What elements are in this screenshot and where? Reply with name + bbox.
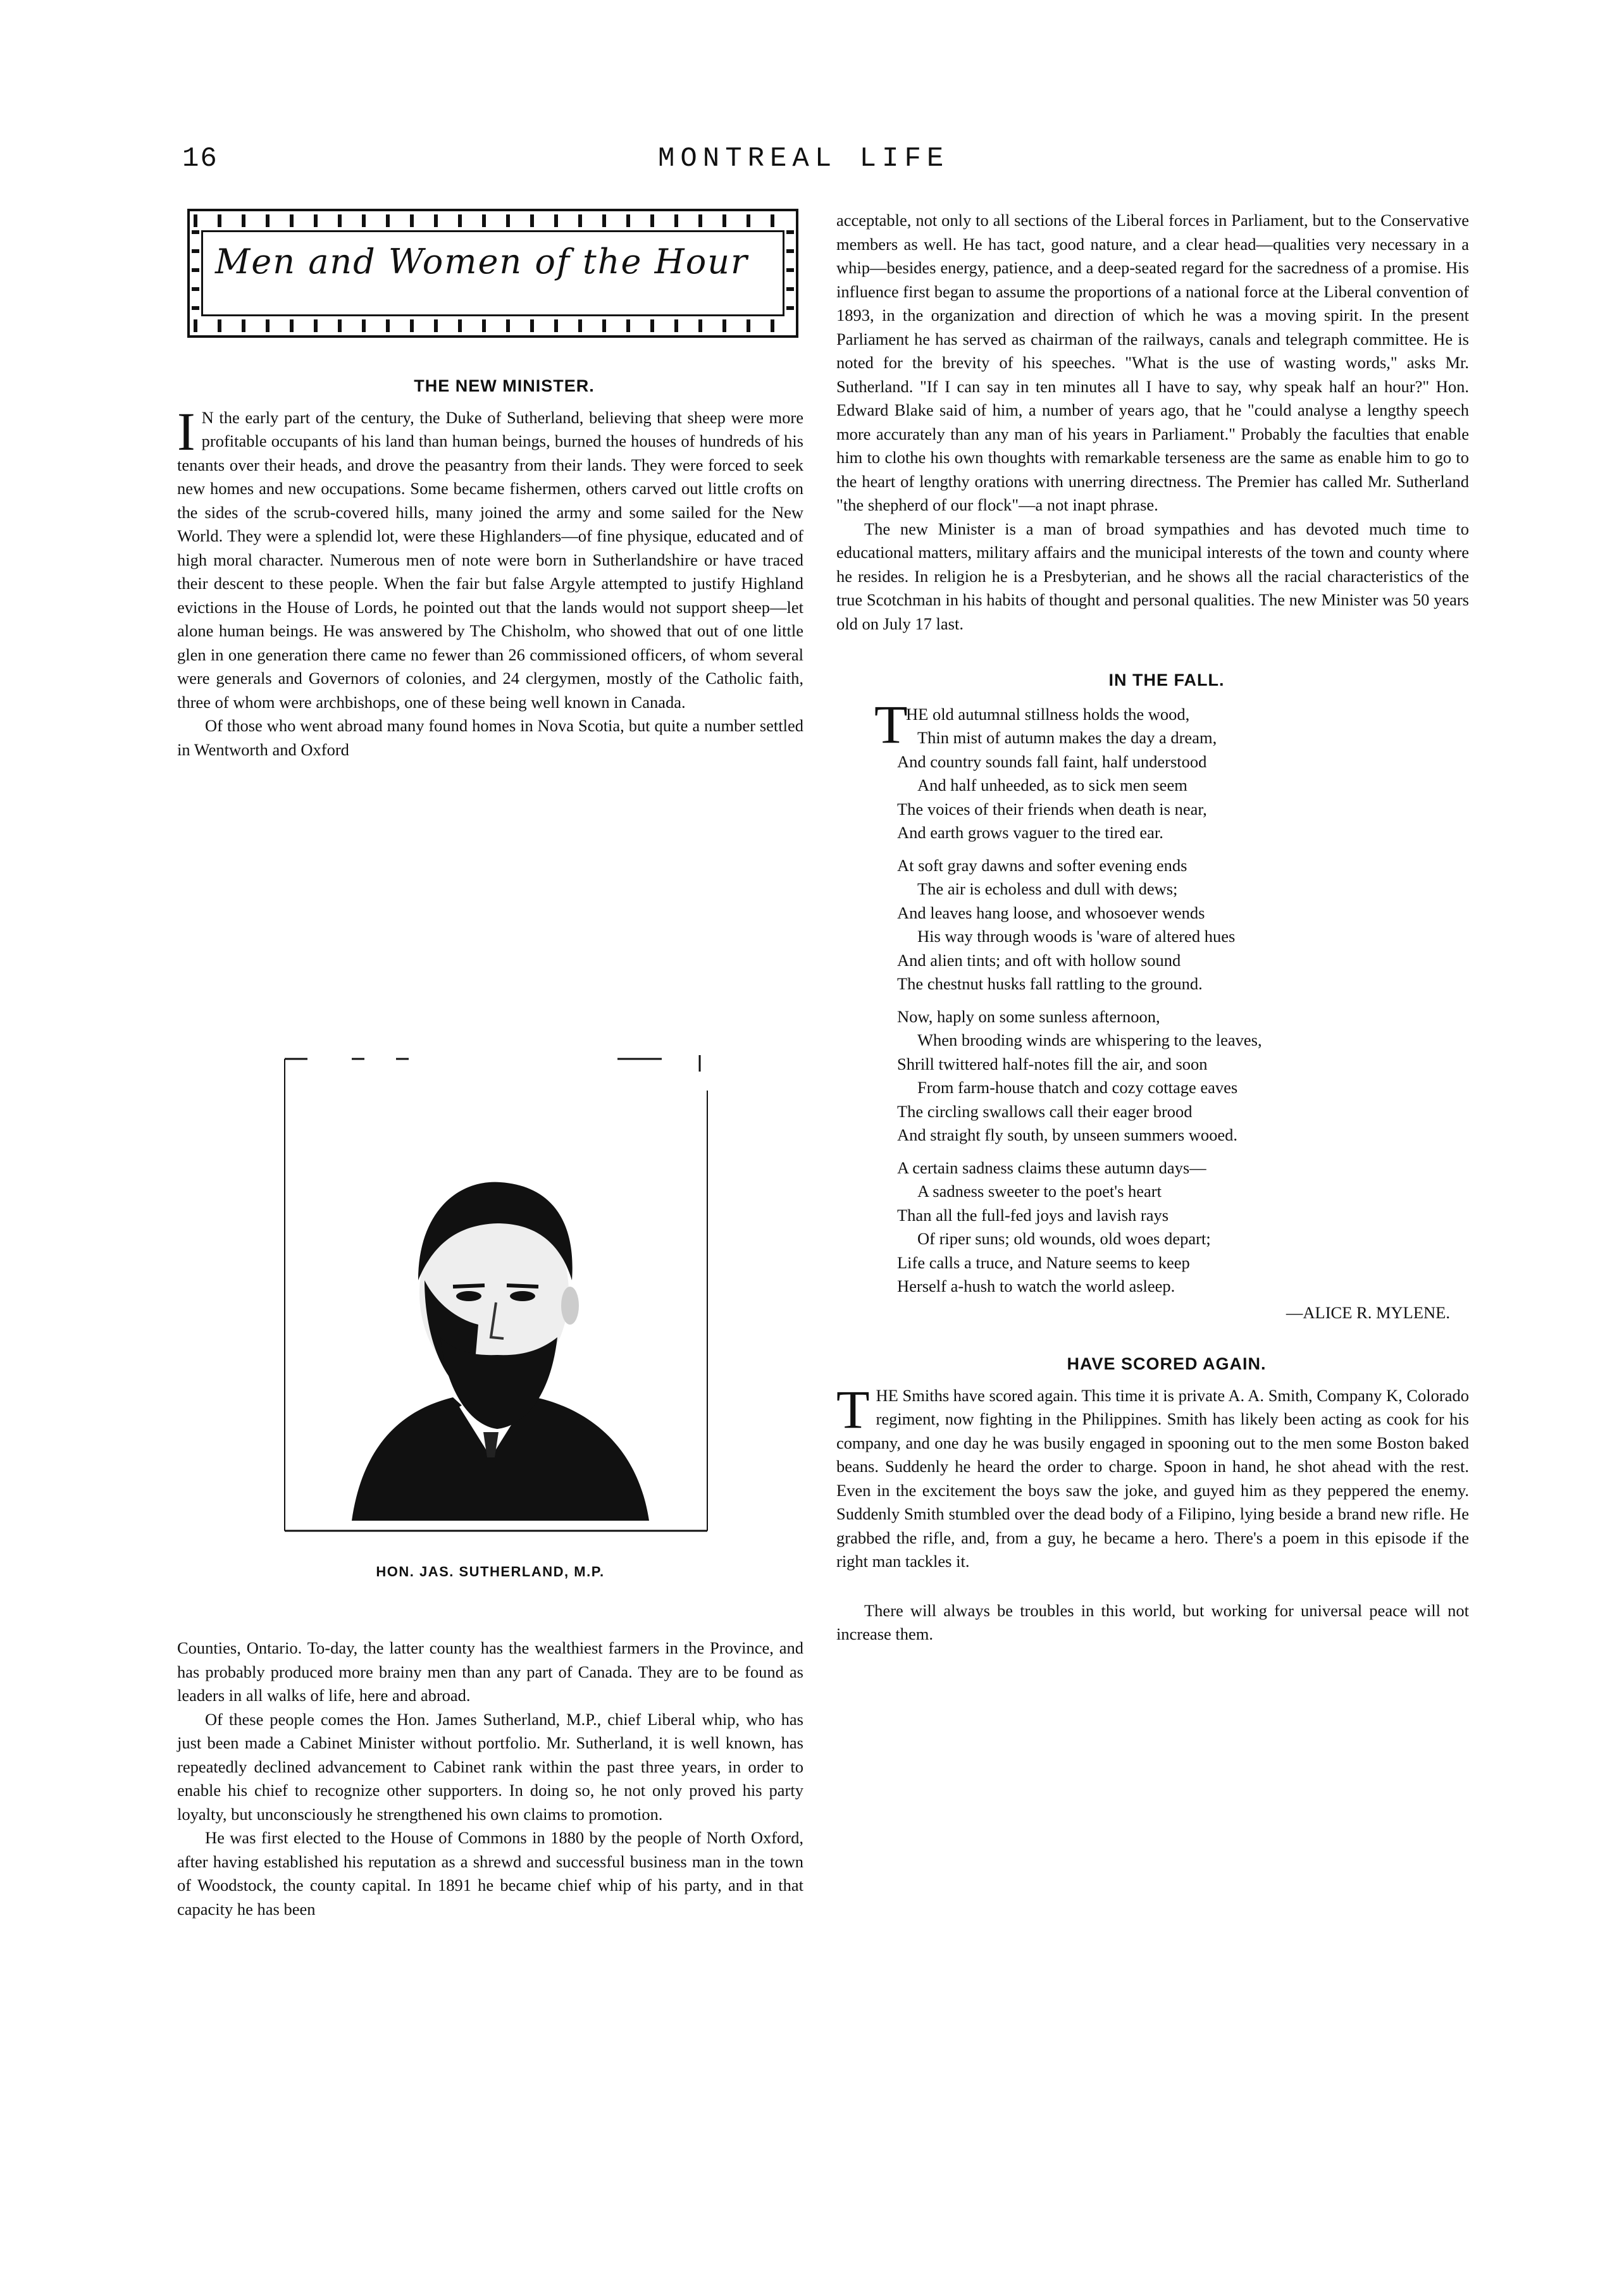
banner-ornament-right	[786, 230, 794, 316]
poem-line: And half unheeded, as to sick men seem	[917, 776, 1187, 794]
poem-line: From farm-house thatch and cozy cottage eaves	[917, 1078, 1238, 1097]
poem-line: A certain sadness claims these autumn days—	[897, 1158, 1206, 1177]
article-heading-scored-again: HAVE SCORED AGAIN.	[1067, 1354, 1267, 1373]
poem-line: And earth grows vaguer to the tired ear.	[897, 823, 1163, 842]
portrait-caption: HON. JAS. SUTHERLAND, M.P.	[376, 1564, 605, 1580]
poem-stanza-1	[836, 693, 1469, 845]
poem-line: Than all the full-fed joys and lavish rays	[897, 1205, 1169, 1225]
poem-author: —ALICE R. MYLENE.	[1286, 1302, 1450, 1322]
scored-again-paragraph: THE Smiths have scored again. This time it is private A. A. Smith, Company K, Colorado regiment, now fighting in the Philippines. Smith has likely been acting as cook for his company, and one day he was busily engaged in spooning out to the men some Boston baked beans. Suddenly he heard the order to charge. Spoon in hand, he shot ahead with the rest. Even in the excitement the boys saw the joke, and guyed him as they peppered the enemy. Suddenly Smith stumbled over the dead body of a Filipino, lying beside a brand new rifle. He grabbed the rifle, and, from a guy, he became a hero. There's a poem in this episode if the right man tackles it.	[836, 1378, 1469, 1571]
new-minister-paragraph-4: He was first elected to the House of Commons in 1880 by the people of North Oxford, after having established his reputation as a shrewd and successful business man in the town of Woodstock, the county capital. In 1891 he became chief whip of his party, and in that capacity he has been	[177, 1828, 803, 1919]
new-minister-paragraph-2a: Of those who went abroad many found homes in Nova Scotia, but quite a number settled in Wentworth and Oxford	[177, 716, 803, 759]
article-heading-in-the-fall: IN THE FALL.	[1108, 671, 1225, 689]
poem-stanza-3	[836, 1005, 1469, 1147]
poem-stanza-4	[836, 1156, 1469, 1299]
poem-line: Now, haply on some sunless afternoon,	[897, 1006, 1160, 1026]
new-minister-paragraph-3: Of these people comes the Hon. James Sutherland, M.P., chief Liberal whip, who has just been made a Cabinet Minister without portfolio. Mr. Sutherland, it is well known, has repeatedly declined advancement to Cabinet rank within the past three years, in order to enable his chief to recognize other supporters. In doing so, he not only proved his party loyalty, but unconsciously he strengthened his own claims to promotion.	[177, 1709, 803, 1824]
poem-line: The air is echoless and dull with dews;	[917, 879, 1178, 898]
banner-ornament-left	[192, 230, 199, 316]
left-column-bottom	[177, 1636, 803, 1921]
poem-line: And alien tints; and oft with hollow sound	[897, 950, 1181, 970]
section-banner	[187, 209, 798, 338]
poem-stanza-2	[836, 854, 1469, 996]
poem-line: And leaves hang loose, and whosoever wends	[897, 903, 1205, 922]
banner-ornament-top	[194, 214, 792, 227]
page-number: 16	[182, 143, 218, 175]
filler-paragraph: There will always be troubles in this world, but working for universal peace will not increase them.	[836, 1600, 1469, 1643]
poem-line: Thin mist of autumn makes the day a dream,	[917, 728, 1217, 747]
dropcap: T	[836, 1378, 870, 1440]
poem-line: HE old autumnal stillness holds the wood,	[906, 704, 1190, 724]
running-head: MONTREAL LIFE	[658, 143, 950, 175]
new-minister-paragraph-4-continued: acceptable, not only to all sections of the Liberal forces in Parliament, but to the Conservative members as well. He has tact, good nature, and a clear head—qualities very necessary in a whip—besides energy, patience, and a deep-seated regard for the sacredness of a promise. His influence first began to assume the proportions of a national force at the Liberal convention of 1893, in the organization and direction of which he was a moving spirit. In the present Parliament he has served as chairman of the railways, canals and telegraph committee. He is noted for the brevity of his speeches. "What is the use of wasting words," asks Mr. Sutherland. "If I can say in ten minutes all I have to say, why speak half an hour?" Hon. Edward Blake said of him, a number of years ago, that he "could analyse a lengthy speech more accurately than any man of his years in Parliament." Probably the faculties that enable him to clothe his own thoughts with remarkable terseness are the same as enable him to go to the heart of lengthy orations with unerring directness. The Premier has called Mr. Sutherland "the shepherd of our flock"—a not inapt phrase.	[836, 211, 1469, 514]
article-heading-new-minister: THE NEW MINISTER.	[414, 376, 595, 395]
poem-line: The chestnut husks fall rattling to the ground.	[897, 974, 1203, 993]
poem-line: And country sounds fall faint, half understood	[897, 751, 1207, 771]
dropcap: T	[874, 693, 908, 755]
new-minister-paragraph-1: I N the early part of the century, the Duke of Sutherland, believing that sheep were more profitable occupants of his land than human beings, burned the houses of hundreds of his tenants over their heads, and drove the peasantry from their lands. They were forced to seek new homes and new occupations. Some became fishermen, others carved out little crofts on the sides of the scrub-covered hills, many joined the army and some sailed for the New World. They were a splendid lot, were these Highlanders—of fine physique, educated and of high moral character. Numerous men of note were born in Sutherlandshire or have traced their descent to these people. When the fair but false Argyle attempted to justify Highland evictions in the House of Lords, he pointed out that the lands would not support sheep—let alone human beings. He was answered by The Chisholm, who showed that out of one little glen in one generation there came no fewer than 26 commissioned officers, of whom several were generals and Governors of colonies, and 24 clergymen, mostly of the Catholic faith, three of whom were archbishops, one of these being well known in Canada.	[177, 400, 803, 712]
banner-title: Men and Women of the Hour	[215, 242, 748, 281]
poem-line: Life calls a truce, and Nature seems to keep	[897, 1252, 1190, 1272]
portrait-image	[282, 1053, 710, 1533]
poem-line: And straight fly south, by unseen summers wooed.	[897, 1125, 1238, 1144]
new-minister-paragraph-2b: Counties, Ontario. To-day, the latter county has the wealthiest farmers in the Province, and has probably produced more brainy men than any part of Canada. They are to be found as leaders in all walks of life, here and abroad.	[177, 1638, 803, 1705]
left-column-top	[177, 374, 803, 762]
poem-line: The voices of their friends when death is near,	[897, 799, 1207, 819]
dropcap: I	[177, 400, 195, 462]
new-minister-paragraph-5: The new Minister is a man of broad sympathies and has devoted much time to educational matters, military affairs and the municipal interests of the town and county where he resides. In religion he is a Presbyterian, and he shows all the racial characteristics of the true Scotchman in his habits of thought and personal qualities. The new Minister was 50 years old on July 17 last.	[836, 519, 1469, 633]
poem-line: His way through woods is 'ware of altered hues	[917, 927, 1236, 946]
poem-line: Shrill twittered half-notes fill the air, and soon	[897, 1054, 1208, 1073]
banner-ornament-bottom	[194, 319, 792, 332]
poem-line: A sadness sweeter to the poet's heart	[917, 1182, 1162, 1201]
poem-line: Of riper suns; old wounds, old woes depart;	[917, 1229, 1211, 1248]
poem-line: The circling swallows call their eager brood	[897, 1101, 1193, 1121]
poem-line: Herself a-hush to watch the world asleep.	[897, 1277, 1175, 1295]
poem-line: When brooding winds are whispering to the leaves,	[917, 1030, 1262, 1049]
right-column	[836, 209, 1469, 1647]
poem-line: At soft gray dawns and softer evening ends	[897, 855, 1187, 875]
